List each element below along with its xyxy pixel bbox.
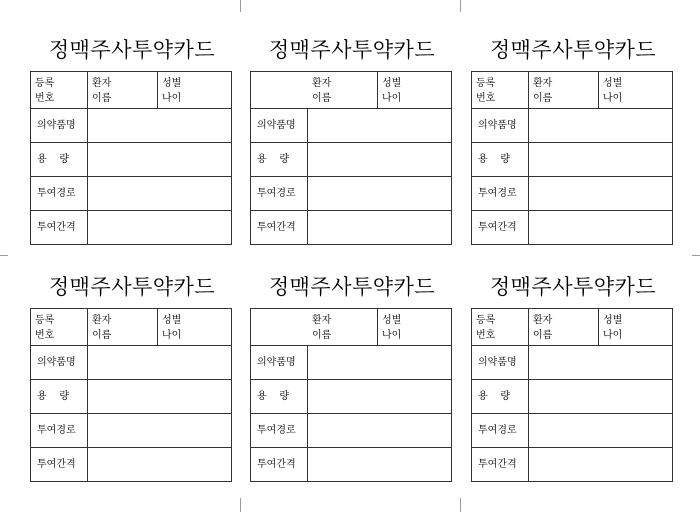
card-title: 정맥주사투약카드 [268, 275, 436, 299]
cut-mark-top-2 [460, 0, 461, 12]
label-line: 나이 [603, 330, 623, 341]
label-line: 등록 [476, 315, 496, 326]
card-title: 정맥주사투약카드 [489, 38, 657, 62]
card-table [471, 308, 673, 482]
card-table [471, 71, 673, 245]
label-line: 이름 [312, 330, 332, 341]
label-line: 나이 [382, 330, 402, 341]
drug-name-label: 의약품명 [478, 120, 517, 131]
registration-number-label [31, 72, 87, 108]
label-line: 성별 [382, 315, 402, 326]
label-line: 나이 [603, 93, 623, 104]
label-line: 나이 [162, 330, 182, 341]
route-label: 투여경로 [478, 188, 517, 199]
label-line: 환자 [533, 315, 553, 326]
label-line: 이름 [533, 330, 553, 341]
interval-label: 투여간격 [257, 222, 296, 233]
label-line: 등록 [35, 315, 55, 326]
injection-card-5 [250, 269, 454, 505]
label-line: 환자 [533, 78, 553, 89]
cut-mark-right-mid [692, 255, 700, 256]
sex-age-label [158, 309, 231, 345]
label-line: 성별 [382, 78, 402, 89]
interval-label: 투여간격 [478, 459, 517, 470]
cut-mark-top-1 [240, 0, 241, 12]
label-line: 환자 [92, 78, 112, 89]
drug-name-label: 의약품명 [37, 357, 76, 368]
interval-label: 투여간격 [478, 222, 517, 233]
sex-age-label [158, 72, 231, 108]
patient-name-label [529, 309, 598, 345]
cut-mark-left-mid [0, 255, 8, 256]
card-title: 정맥주사투약카드 [489, 275, 657, 299]
cut-mark-bottom-1 [240, 498, 241, 512]
sex-age-label [599, 309, 672, 345]
interval-label: 투여간격 [37, 459, 76, 470]
dose-label: 용 량 [257, 391, 290, 402]
registration-number-label [472, 309, 528, 345]
card-table [250, 308, 452, 482]
label-line: 등록 [35, 78, 55, 89]
label-line: 나이 [162, 93, 182, 104]
route-label: 투여경로 [478, 425, 517, 436]
registration-number-label [31, 309, 87, 345]
label-line: 성별 [603, 315, 623, 326]
dose-label: 용 량 [37, 391, 70, 402]
label-line: 이름 [533, 93, 553, 104]
dose-label: 용 량 [257, 154, 290, 165]
patient-name-label [88, 72, 157, 108]
label-line: 환자 [92, 315, 112, 326]
patient-name-label [529, 72, 598, 108]
label-line: 번호 [476, 93, 496, 104]
label-line: 환자 [312, 78, 332, 89]
registration-number-label [472, 72, 528, 108]
label-line: 이름 [92, 93, 112, 104]
sex-age-label [599, 72, 672, 108]
route-label: 투여경로 [257, 425, 296, 436]
route-label: 투여경로 [37, 188, 76, 199]
sex-age-label [378, 72, 451, 108]
drug-name-label: 의약품명 [257, 120, 296, 131]
card-table [30, 71, 232, 245]
label-line: 환자 [312, 315, 332, 326]
drug-name-label: 의약품명 [257, 357, 296, 368]
injection-card-2 [250, 32, 454, 268]
dose-label: 용 량 [478, 391, 511, 402]
label-line: 번호 [35, 93, 55, 104]
card-table [250, 71, 452, 245]
label-line: 번호 [476, 330, 496, 341]
injection-card-1 [30, 32, 234, 268]
label-line: 등록 [476, 78, 496, 89]
sex-age-label [378, 309, 451, 345]
route-label: 투여경로 [257, 188, 296, 199]
card-title: 정맥주사투약카드 [268, 38, 436, 62]
label-line: 이름 [312, 93, 332, 104]
drug-name-label: 의약품명 [478, 357, 517, 368]
card-title: 정맥주사투약카드 [48, 38, 216, 62]
patient-name-label [308, 309, 377, 345]
label-line: 번호 [35, 330, 55, 341]
drug-name-label: 의약품명 [37, 120, 76, 131]
injection-card-6 [471, 269, 675, 505]
label-line: 성별 [162, 315, 182, 326]
label-line: 성별 [162, 78, 182, 89]
dose-label: 용 량 [478, 154, 511, 165]
injection-card-3 [471, 32, 675, 268]
interval-label: 투여간격 [257, 459, 296, 470]
dose-label: 용 량 [37, 154, 70, 165]
card-table [30, 308, 232, 482]
injection-card-4 [30, 269, 234, 505]
label-line: 성별 [603, 78, 623, 89]
patient-name-label [308, 72, 377, 108]
cut-mark-bottom-2 [460, 498, 461, 512]
route-label: 투여경로 [37, 425, 76, 436]
patient-name-label [88, 309, 157, 345]
label-line: 이름 [92, 330, 112, 341]
interval-label: 투여간격 [37, 222, 76, 233]
label-line: 나이 [382, 93, 402, 104]
card-title: 정맥주사투약카드 [48, 275, 216, 299]
